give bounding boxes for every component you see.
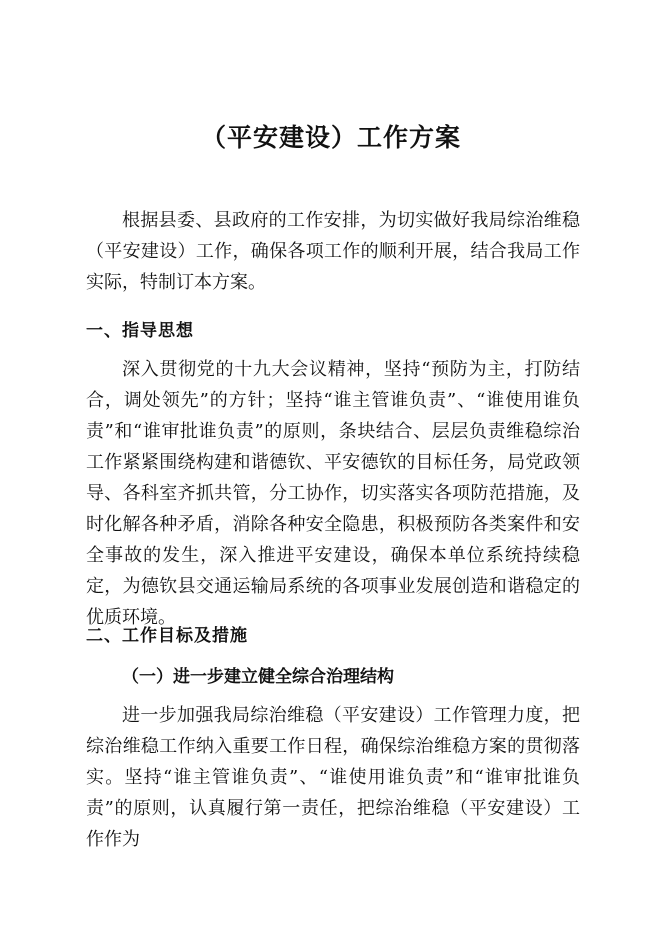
intro-block	[86, 205, 580, 298]
section-2-paragraph: 进一步加强我局综治维稳（平安建设）工作管理力度，把综治维稳工作纳入重要工作日程，确保综治维稳方案的贯彻落实。坚持“谁主管谁负责”、“谁使用谁负责”和“谁审批谁负责”的原则，认真履行第一责任，把综治维稳（平安建设）工作作为	[86, 705, 580, 850]
section-1-heading: 一、指导思想	[86, 321, 194, 341]
section-2-heading: 二、工作目标及措施	[86, 626, 248, 646]
section-2-block	[86, 700, 580, 855]
document-title: （平安建设）工作方案	[200, 123, 461, 152]
section-1-block	[86, 354, 580, 633]
section-1-paragraph: 深入贯彻党的十九大会议精神，坚持“预防为主，打防结合，调处领先”的方针；坚持“谁主管谁负责”、“谁使用谁负责”和“谁审批谁负责”的原则，条块结合、层层负责维稳综治工作紧紧围绕构建和谐德钦、平安德钦的目标任务，局党政领导、各科室齐抓共管，分工协作，切实落实各项防范措施，及时化解各种矛盾，消除各种安全隐患，积极预防各类案件和安全事故的发生，深入推进平安建设，确保本单位系统持续稳定，为德钦县交通运输局系统的各项事业发展创造和谐稳定的优质环境。	[86, 359, 580, 628]
section-2-subheading: （一）进一步建立健全综合治理结构	[122, 667, 394, 687]
intro-paragraph: 根据县委、县政府的工作安排，为切实做好我局综治维稳（平安建设）工作，确保各项工作的顺利开展，结合我局工作实际，特制订本方案。	[86, 210, 580, 293]
